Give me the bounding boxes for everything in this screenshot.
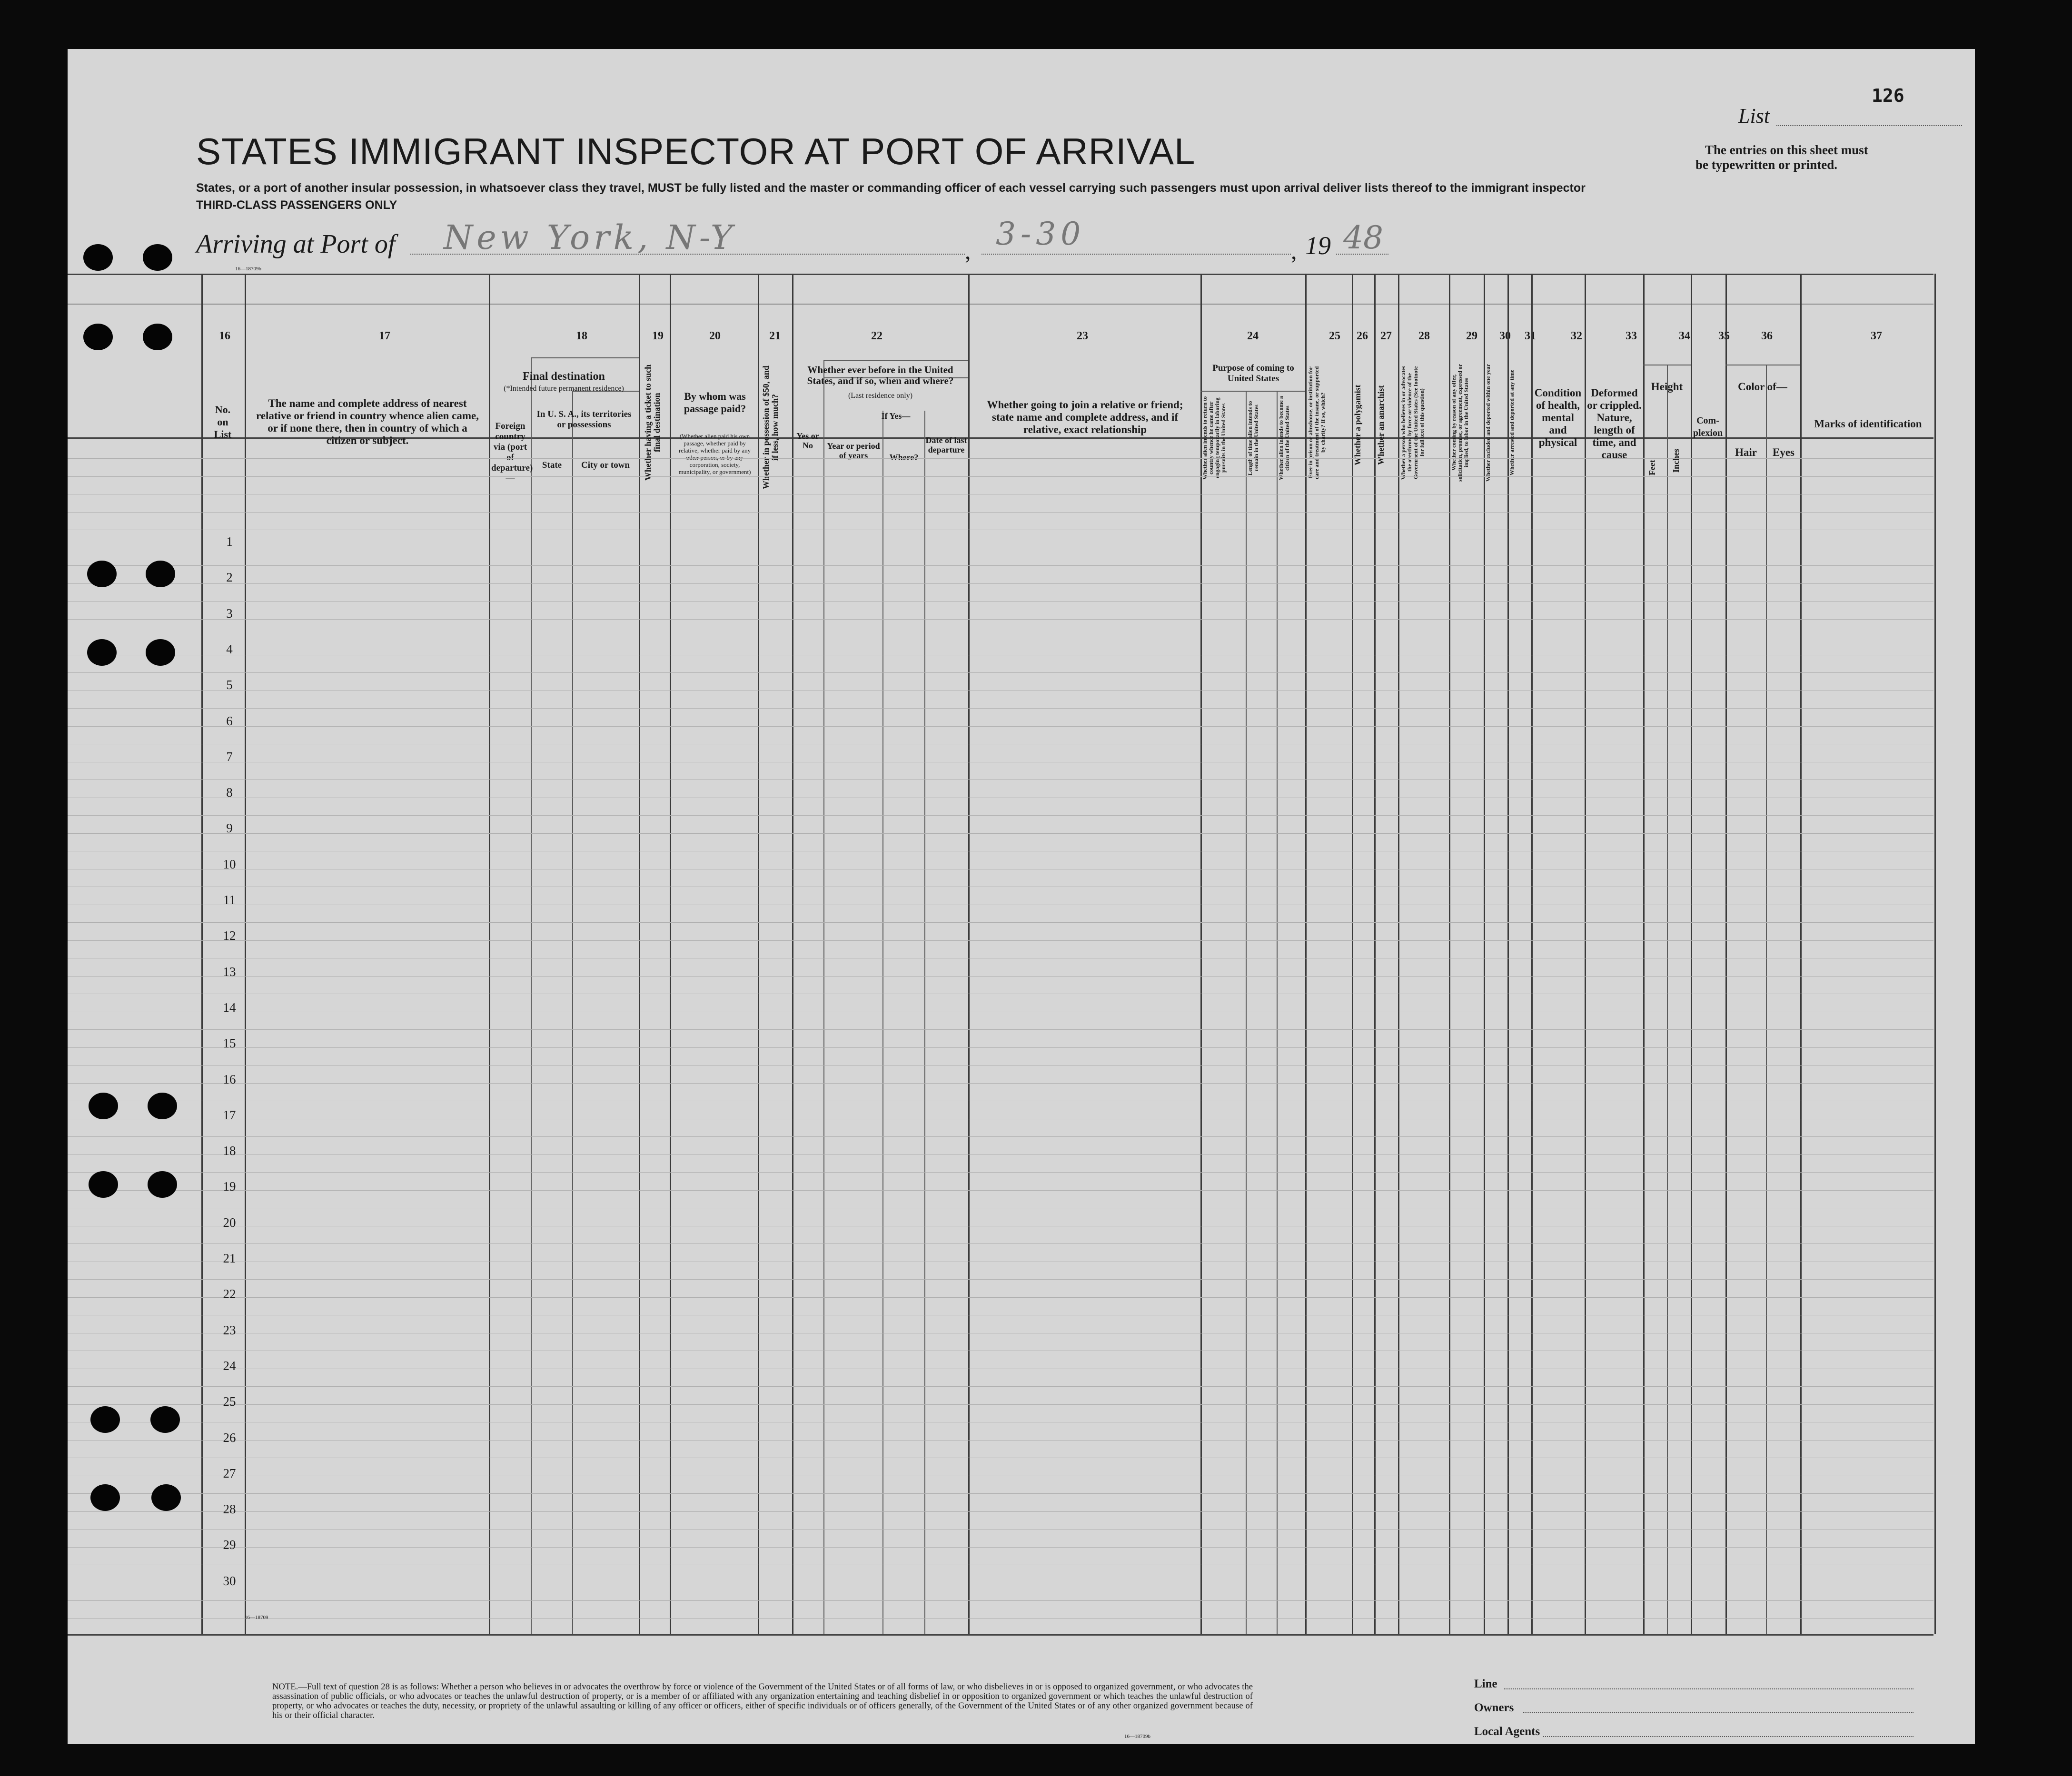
- colnum-22: 22: [871, 330, 882, 342]
- punch-hole: [151, 1484, 181, 1511]
- header-nearest-relative: The name and complete address of nearest relative or friend in country whence alien came, or if none there, then in country of which a citizen or subject.: [256, 397, 479, 446]
- punch-hole: [83, 244, 113, 271]
- ruled-line: [68, 1511, 1933, 1512]
- header-height: Height: [1651, 381, 1683, 393]
- punch-hole: [90, 1484, 120, 1511]
- colnum-23: 23: [1077, 330, 1088, 342]
- col-line: [1691, 274, 1692, 1634]
- ruled-line: [68, 726, 1933, 727]
- col-line: [572, 392, 573, 1634]
- col-line: [531, 358, 532, 1634]
- row-number: 23: [223, 1322, 236, 1337]
- page-title: STATES IMMIGRANT INSPECTOR AT PORT OF ARRIVAL: [196, 130, 1196, 172]
- ruled-line: [68, 601, 1933, 602]
- entries-note-1: The entries on this sheet must: [1705, 143, 1868, 157]
- row-number: 20: [223, 1215, 236, 1230]
- punch-hole: [148, 1093, 177, 1119]
- header-by-whom-note: (Whether alien paid his own passage, whether paid by relative, whether paid by any other person, or by any corporation, society, municipality, or government): [678, 433, 751, 475]
- punch-hole: [148, 1171, 177, 1198]
- row-number: 7: [226, 749, 233, 764]
- colnum-32: 32: [1571, 330, 1582, 342]
- ruled-line: [68, 815, 1933, 816]
- header-ever-before: Whether ever before in the United States, and if so, when and where?: [807, 364, 954, 386]
- colnum-33: 33: [1626, 330, 1637, 342]
- header-fifty-dollars: Whether in possession of $50, and if less, how much?: [761, 365, 780, 489]
- header-polygamist: Whether a polygamist: [1353, 385, 1362, 465]
- header-purpose-citizen: Whether alien intends to become a citizen of the United States: [1278, 396, 1290, 480]
- port-line: [410, 254, 965, 255]
- ruled-line: [68, 833, 1933, 834]
- row-number: 9: [226, 821, 233, 836]
- comma-1: ,: [965, 237, 971, 264]
- col-line: [639, 274, 640, 1634]
- punch-hole: [83, 324, 113, 350]
- punch-hole: [90, 1406, 120, 1433]
- row-number: 29: [223, 1538, 236, 1552]
- punch-hole: [143, 244, 172, 271]
- row-number: 12: [223, 928, 236, 943]
- header-marks: Marks of identification: [1814, 418, 1922, 430]
- row-number: 21: [223, 1251, 236, 1265]
- row-number: 5: [226, 678, 233, 692]
- col-line: [201, 274, 203, 1634]
- year-suffix: 48: [1343, 219, 1383, 256]
- ruled-line: [68, 1029, 1933, 1030]
- row-number: 4: [226, 641, 233, 656]
- table-top-line: [68, 274, 1933, 275]
- col-line: [670, 274, 671, 1634]
- ruled-line: [68, 922, 1933, 923]
- header-no-on-list: No. on List: [214, 404, 232, 440]
- colnum-17: 17: [379, 330, 390, 342]
- col-line: [823, 361, 824, 1634]
- subhead-line: [531, 357, 639, 358]
- entries-note-2: be typewritten or printed.: [1695, 158, 1837, 172]
- manifest-sheet: [68, 49, 1975, 1744]
- ruled-line: [68, 1279, 1933, 1280]
- header-foreign-country: Foreign country via (port of departure)—: [491, 421, 533, 483]
- ruled-line: [68, 940, 1933, 941]
- ruled-line: [68, 476, 1933, 477]
- colnum-35: 35: [1718, 330, 1730, 342]
- colnum-19: 19: [652, 330, 664, 342]
- colnum-28: 28: [1418, 330, 1430, 342]
- row-number: 6: [226, 713, 233, 728]
- header-anarchist: Whether an anarchist: [1376, 385, 1386, 465]
- page-number: 126: [1872, 85, 1904, 106]
- row-number: 28: [223, 1502, 236, 1517]
- header-ticket: Whether having a ticket to such final destination: [643, 364, 662, 481]
- subhead-line: [823, 360, 968, 361]
- col-line: [882, 411, 883, 1634]
- col-line: [1398, 274, 1399, 1634]
- ruled-line: [68, 1065, 1933, 1066]
- list-label: List: [1738, 104, 1770, 128]
- signature-agents-rule: [1543, 1736, 1913, 1737]
- colnum-20: 20: [709, 330, 721, 342]
- date-line: [981, 254, 1291, 255]
- header-hair: Hair: [1735, 446, 1757, 458]
- col-line: [924, 411, 925, 1634]
- punch-hole: [146, 639, 175, 666]
- ruled-line: [68, 1190, 1933, 1191]
- year-prefix: 19: [1305, 231, 1331, 260]
- signature-line-rule: [1504, 1688, 1913, 1689]
- punch-hole: [87, 561, 117, 587]
- colnum-25: 25: [1329, 330, 1340, 342]
- header-offer: Whether coming by reason of any offer, solicitation, promise, or agreement, expressed or implied, to labor in the United States: [1450, 364, 1469, 482]
- colnum-29: 29: [1466, 330, 1477, 342]
- col-line: [792, 274, 793, 1634]
- ruled-line: [68, 512, 1933, 513]
- col-line: [1725, 274, 1727, 1634]
- ruled-line: [68, 458, 1933, 459]
- row-number: 17: [223, 1107, 236, 1122]
- colnum-34: 34: [1679, 330, 1690, 342]
- row-number: 30: [223, 1573, 236, 1588]
- ruled-line: [68, 1618, 1933, 1619]
- row-number: 16: [223, 1072, 236, 1086]
- punch-hole: [143, 324, 172, 350]
- col-line: [1766, 365, 1767, 1634]
- ruled-line: [68, 1083, 1933, 1084]
- footnote-code: 16—18709b: [1124, 1734, 1150, 1739]
- port-value: New York, N-Y: [444, 218, 736, 257]
- colnum-36: 36: [1761, 330, 1773, 342]
- col-line: [758, 274, 759, 1634]
- col-line: [1800, 274, 1802, 1634]
- row-number: 25: [223, 1394, 236, 1409]
- header-eyes: Eyes: [1773, 446, 1794, 458]
- colnum-31: 31: [1525, 330, 1536, 342]
- header-overthrow: Whether a person who believes in or advocates the overthrow by force or violence of the Government of the United States (See footnote for full text of this question): [1400, 365, 1425, 480]
- header-state: State: [542, 460, 562, 470]
- signature-agents-label: Local Agents: [1474, 1725, 1540, 1738]
- row-number: 22: [223, 1287, 236, 1302]
- header-purpose: Purpose of coming to United States: [1212, 363, 1294, 384]
- ruled-line: [68, 1386, 1933, 1387]
- col-line: [1449, 274, 1450, 1634]
- year-line: [1336, 254, 1388, 255]
- header-last-residence: (Last residence only): [848, 392, 913, 400]
- arriving-label: Arriving at Port of: [196, 229, 396, 259]
- ruled-line: [68, 1136, 1933, 1137]
- col-line: [1531, 274, 1533, 1634]
- header-year-period: Year or period of years: [827, 441, 880, 460]
- row-number: 14: [223, 1000, 236, 1015]
- ruled-line: [68, 779, 1933, 780]
- ruled-line: [68, 1297, 1933, 1298]
- col-line: [968, 274, 970, 1634]
- col-line: [1277, 392, 1278, 1634]
- row-number: 18: [223, 1144, 236, 1158]
- ruled-line: [68, 1404, 1933, 1405]
- ruled-line: [68, 1154, 1933, 1155]
- col-line: [489, 274, 490, 1634]
- header-final-destination-note: (*Intended future permanent residence): [504, 385, 624, 393]
- header-final-destination: Final destination: [523, 370, 605, 383]
- ruled-line: [68, 976, 1933, 977]
- ruled-line: [68, 1440, 1933, 1441]
- header-where: Where?: [889, 453, 919, 462]
- colnum-24: 24: [1247, 330, 1259, 342]
- colnum-18: 18: [576, 330, 587, 342]
- col-line: [1585, 274, 1586, 1634]
- header-purpose-length: Length of time alien intends to remain in the United States: [1247, 401, 1259, 475]
- row-number: 26: [223, 1430, 236, 1445]
- header-feet: Feet: [1647, 460, 1657, 476]
- header-inches: Inches: [1671, 449, 1681, 473]
- row-number: 1: [226, 534, 233, 549]
- colnum-30: 30: [1499, 330, 1511, 342]
- ruled-line: [68, 1172, 1933, 1173]
- signature-owners-rule: [1523, 1712, 1913, 1713]
- signature-owners-label: Owners: [1474, 1701, 1514, 1714]
- table-bottom-line: [68, 1634, 1933, 1636]
- colnum-line: [68, 304, 1933, 305]
- ruled-line: [68, 1243, 1933, 1244]
- header-deformed: Deformed or crippled. Nature, length of time, and cause: [1587, 387, 1642, 461]
- signature-line-label: Line: [1474, 1677, 1497, 1690]
- header-city: City or town: [581, 460, 630, 470]
- header-color-of: Color of—: [1738, 381, 1787, 393]
- class-note: THIRD-CLASS PASSENGERS ONLY: [196, 198, 397, 212]
- header-prison: Ever in prison or almshouse, or institution for care and treatment of the insane, or supported by charity? If so, which?: [1307, 366, 1326, 479]
- comma-2: ,: [1291, 237, 1297, 264]
- punch-hole: [146, 561, 175, 587]
- col-line: [1667, 365, 1668, 1634]
- subhead-line: [1200, 391, 1305, 392]
- row-number: 27: [223, 1466, 236, 1480]
- ruled-line: [68, 1547, 1933, 1548]
- list-line: [1776, 125, 1962, 126]
- ruled-line: [68, 1047, 1933, 1048]
- ruled-line: [68, 1493, 1933, 1494]
- col-line: [1305, 274, 1307, 1634]
- row-number: 15: [223, 1036, 236, 1051]
- punch-hole: [150, 1406, 180, 1433]
- header-excluded: Whether excluded and deported within one year: [1485, 364, 1491, 482]
- ruled-line: [68, 619, 1933, 620]
- row-number: 13: [223, 964, 236, 979]
- row-number: 2: [226, 570, 233, 585]
- form-code: 16—18709b: [235, 266, 261, 272]
- col-line: [1934, 274, 1936, 1634]
- date-value: 3-30: [996, 216, 1086, 252]
- header-join-relative: Whether going to join a relative or friend; state name and complete address, and if relative, exact relationship: [987, 399, 1183, 435]
- col-line: [1246, 392, 1247, 1634]
- colnum-16: 16: [219, 330, 230, 342]
- row-number: 11: [223, 893, 236, 907]
- row-number: 10: [223, 857, 236, 871]
- col-line: [1374, 274, 1376, 1634]
- ruled-line: [68, 583, 1933, 584]
- colnum-26: 26: [1357, 330, 1368, 342]
- ruled-line: [68, 672, 1933, 673]
- header-purpose-return: Whether alien intends to return to country whence he came after engaging temporarily in laboring pursuits in the United States: [1201, 396, 1227, 480]
- header-by-whom: By whom was passage paid?: [684, 390, 746, 414]
- row-number: 19: [223, 1179, 236, 1194]
- row-number: 8: [226, 785, 233, 800]
- ruled-line: [68, 708, 1933, 709]
- punch-hole: [89, 1093, 118, 1119]
- header-yes-no: Yes or No: [796, 431, 819, 450]
- header-condition: Condition of health, mental and physical: [1534, 387, 1582, 448]
- punch-hole: [87, 639, 117, 666]
- header-date-departure: Date of last departure: [925, 435, 967, 454]
- ruled-line: [68, 1600, 1933, 1601]
- row-number: 24: [223, 1358, 236, 1373]
- header-arrested: Whether arrested and deported at any time: [1508, 369, 1515, 476]
- footnote: NOTE.—Full text of question 28 is as follows: Whether a person who believes in or advocates the overthrow by force or violence of the Government of the United States or of all forms of law, or who disbelieves in or is opposed to organized government, or who advocates the assassination of public officials, or who advocates or teaches the unlawful destruction of property, or is a member of or affiliated with any organization entertaining and teaching disbelief in or opposition to organized government or which teaches the unlawful destruction of property, or who advocates or teaches the duty, necessity, or propriety of the unlawful assaulting or killing of any officer or officers, either of specific individuals or of officers generally, of the Government of the United States or of any other organized government because of his or their official character.: [272, 1682, 1253, 1720]
- header-complexion: Com-plexion: [1693, 415, 1723, 438]
- header-if-yes: If Yes—: [881, 411, 911, 421]
- colnum-37: 37: [1871, 330, 1882, 342]
- colnum-21: 21: [769, 330, 781, 342]
- page-subtitle: States, or a port of another insular possession, in whatsoever class they travel, MUST be fully listed and the master or commanding officer of each vessel carrying such passengers must upon arrival deliver lists thereof to the immigrant inspector: [196, 181, 1586, 195]
- col-line: [1643, 274, 1645, 1634]
- colnum-27: 27: [1380, 330, 1392, 342]
- form-code-bottom: 16—18709: [245, 1615, 268, 1620]
- ruled-line: [68, 565, 1933, 566]
- row-number: 3: [226, 606, 233, 621]
- punch-hole: [89, 1171, 118, 1198]
- header-in-usa: In U. S. A., its territories or possessions: [536, 409, 632, 430]
